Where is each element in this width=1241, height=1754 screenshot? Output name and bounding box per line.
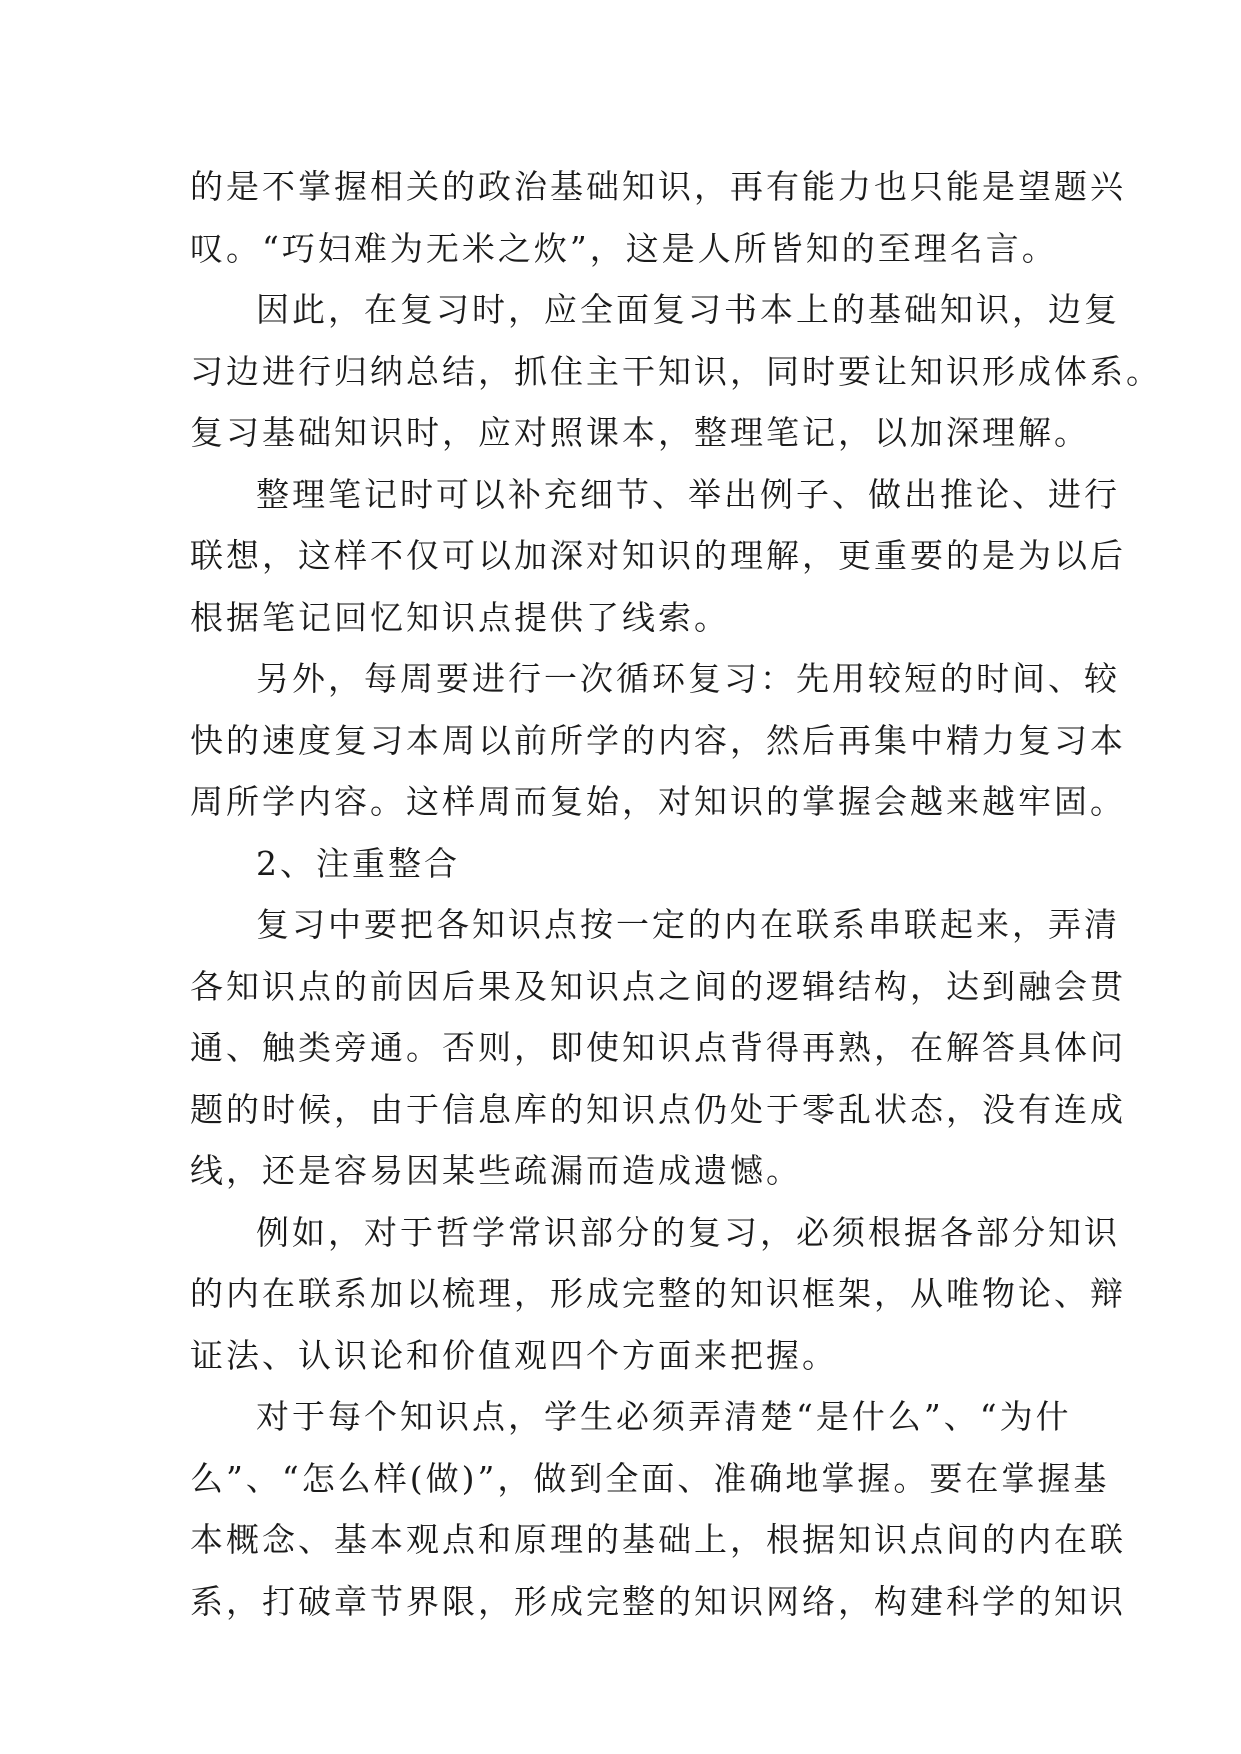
text-line: 证法、认识论和价值观四个方面来把握。 [190,1335,838,1375]
text-line: 快的速度复习本周以前所学的内容，然后再集中精力复习本 [190,720,1126,760]
text-line: 的内在联系加以梳理，形成完整的知识框架，从唯物论、辩 [190,1274,1126,1313]
text-line: 通、触类旁通。否则，即使知识点背得再熟，在解答具体问 [190,1028,1126,1067]
text-line: 复习基础知识时，应对照课本，整理笔记，以加深理解。 [190,413,1090,452]
paragraph-start-line: 整理笔记时可以补充细节、举出例子、做出推论、进行 [256,474,1120,514]
paragraph-start-line: 复习中要把各知识点按一定的内在联系串联起来，弄清 [256,905,1120,944]
document-body [190,156,1162,1632]
text-line: 线，还是容易因某些疏漏而造成遗憾。 [190,1151,802,1190]
text-line: 本概念、基本观点和原理的基础上，根据知识点间的内在联 [190,1520,1126,1559]
text-line: 根据笔记回忆知识点提供了线索。 [190,597,730,637]
paragraph-start-line: 例如，对于哲学常识部分的复习，必须根据各部分知识 [256,1212,1120,1252]
text-line: 的是不掌握相关的政治基础知识，再有能力也只能是望题兴 [190,167,1126,206]
text-line: 周所学内容。这样周而复始，对知识的掌握会越来越牢固。 [190,782,1126,821]
paragraph-start-line: 因此，在复习时，应全面复习书本上的基础知识，边复 [256,290,1120,329]
section-heading: 2、注重整合 [256,843,460,883]
text-line: 习边进行归纳总结，抓住主干知识，同时要让知识形成体系。 [190,351,1162,391]
text-line: 么”、“怎么样(做)”，做到全面、准确地掌握。要在掌握基 [190,1458,1110,1498]
text-line: 叹。“巧妇难为无米之炊”，这是人所皆知的至理名言。 [190,228,1058,268]
text-line: 题的时候，由于信息库的知识点仍处于零乱状态，没有连成 [190,1089,1126,1129]
text-line: 各知识点的前因后果及知识点之间的逻辑结构，达到融会贯 [190,966,1126,1006]
paragraph-start-line: 对于每个知识点，学生必须弄清楚“是什么”、“为什 [256,1397,1072,1436]
text-line: 系，打破章节界限，形成完整的知识网络，构建科学的知识 [190,1581,1126,1621]
paragraph-start-line: 另外，每周要进行一次循环复习：先用较短的时间、较 [256,659,1120,698]
text-line: 联想，这样不仅可以加深对知识的理解，更重要的是为以后 [190,536,1126,575]
